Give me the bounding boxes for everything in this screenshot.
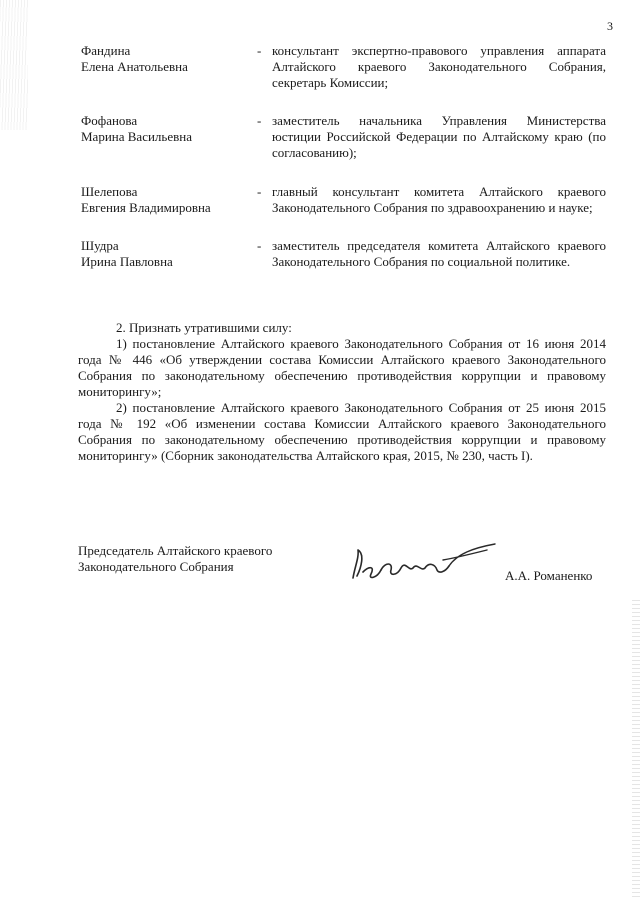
member-given-names: Елена Анатольевна [81, 59, 188, 74]
signatory-position [78, 543, 338, 575]
member-dash: - [257, 184, 262, 199]
repeal-item: 1) постановление Алтайского краевого Законодательного Собрания от 16 июня 2014 года № 446 «Об утверждении состава Комиссии Алтайского краевого Законодательного Собрания по законодательному обеспечению противодействия коррупции и правовому мониторингу»; [78, 336, 606, 399]
member-name [81, 238, 257, 270]
member-role: консультант экспертно-правового управления аппарата Алтайского краевого Законодательного Собрания, секретарь Комиссии; [272, 43, 606, 90]
member-name [81, 184, 257, 216]
commission-members-list [81, 43, 611, 292]
member-given-names: Марина Васильевна [81, 129, 192, 144]
member-dash: - [257, 113, 262, 128]
scan-artifact-right [632, 600, 640, 900]
page-number: 3 [607, 19, 613, 33]
member-dash: - [257, 43, 262, 58]
member-surname: Шудра [81, 238, 119, 253]
member-row [81, 184, 611, 216]
repeal-section [78, 320, 606, 464]
scan-artifact-left [0, 0, 28, 130]
member-role: заместитель председателя комитета Алтайского краевого Законодательного Собрания по социальной политике. [272, 238, 606, 269]
member-given-names: Ирина Павловна [81, 254, 173, 269]
member-surname: Фофанова [81, 113, 138, 128]
member-dash: - [257, 238, 262, 253]
signatory-position-line: Законодательного Собрания [78, 559, 234, 574]
member-name [81, 43, 257, 91]
signatory-position-line: Председатель Алтайского краевого [78, 543, 273, 558]
member-row [81, 238, 611, 270]
member-given-names: Евгения Владимировна [81, 200, 211, 215]
section-heading: 2. Признать утратившими силу: [116, 320, 292, 335]
member-surname: Шелепова [81, 184, 138, 199]
member-role: главный консультант комитета Алтайского краевого Законодательного Собрания по здравоохранению и науке; [272, 184, 606, 215]
repeal-item: 2) постановление Алтайского краевого Законодательного Собрания от 25 июня 2015 года № 192 «Об изменении состава Комиссии Алтайского краевого Законодательного Собрания по законодательному обеспечению противодействия коррупции и правовому мониторингу» (Сборник законодательства Алтайского края, 2015, № 230, часть I). [78, 400, 606, 463]
member-row [81, 113, 611, 161]
member-row [81, 43, 611, 91]
member-name [81, 113, 257, 161]
member-surname: Фандина [81, 43, 131, 58]
handwritten-signature [345, 538, 505, 590]
member-role: заместитель начальника Управления Министерства юстиции Российской Федерации по Алтайскому краю (по согласованию); [272, 113, 606, 160]
signatory-name: А.А. Романенко [505, 568, 593, 583]
